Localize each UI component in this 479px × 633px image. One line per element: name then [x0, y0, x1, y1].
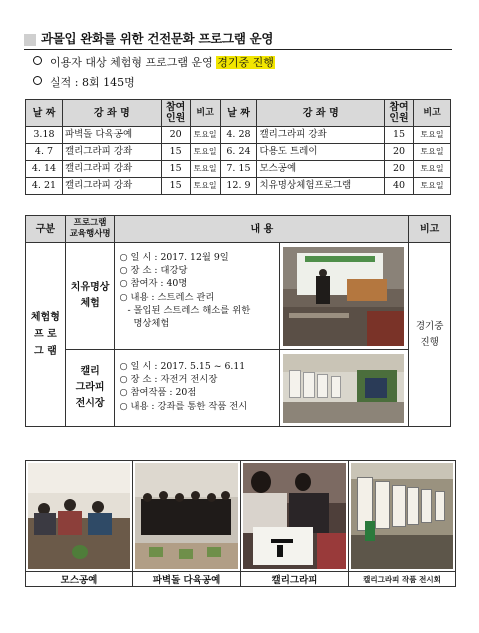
table-cell: 4. 21 [26, 178, 63, 195]
section-title [24, 31, 452, 50]
table-row [26, 127, 451, 144]
schedule-header-cell: 참여 인원 [161, 100, 190, 127]
program-details-meditation [115, 243, 280, 350]
photo-cell-brick [133, 461, 241, 572]
program-name-calligraphy [65, 350, 115, 427]
table-cell: 캘리그라피 강좌 [62, 178, 161, 195]
table-cell: 치유명상체험프로그램 [257, 178, 385, 195]
detail-line: ○ 참여자 : 40명 [119, 278, 188, 290]
schedule-header-cell: 비고 [190, 100, 220, 127]
table-cell: 6. 24 [220, 144, 257, 161]
table-cell: 4. 14 [26, 161, 63, 178]
photo-gallery [25, 460, 456, 587]
table-cell: 7. 15 [220, 161, 257, 178]
table-cell: 20 [385, 144, 414, 161]
category-text: 체험형 프 로 그 램 [30, 312, 60, 357]
schedule-header-row [26, 100, 451, 127]
table-cell: 다용도 트레이 [257, 144, 385, 161]
detail-line: ○ 내용 : 강좌를 통한 작품 전시 [119, 400, 248, 412]
table-cell: 4. 7 [26, 144, 63, 161]
meditation-photo-cell [280, 243, 409, 350]
photo-cell-calligraphy [241, 461, 349, 572]
exhibition-photo [283, 354, 404, 423]
detail-line: 명상체험 [133, 318, 170, 330]
detail-line: ○ 장 소 : 대강당 [119, 265, 188, 277]
status-highlight: 경기중 진행 [217, 56, 274, 69]
table-cell: 캘리그라피 강좌 [62, 161, 161, 178]
table-cell: 15 [161, 161, 190, 178]
caption-exhibition: 캘리그라피 작품 전시회 [349, 572, 456, 587]
header-program-text: 프로그램 교육행사명 [69, 218, 111, 239]
program-name-text: 캘리 그라피 전시장 [75, 366, 105, 409]
header-program [65, 216, 115, 243]
table-cell: 모스공예 [257, 161, 385, 178]
detail-line: ○ 장 소 : 자전거 전시장 [119, 374, 218, 386]
caption-calligraphy: 캘리그라피 [241, 572, 349, 587]
category-cell [26, 243, 66, 427]
table-cell: 토요일 [190, 144, 220, 161]
program-details-calligraphy [115, 350, 280, 427]
table-cell: 토요일 [190, 161, 220, 178]
table-cell: 12. 9 [220, 178, 257, 195]
table-row [26, 144, 451, 161]
table-cell: 15 [385, 127, 414, 144]
table-cell: 20 [385, 161, 414, 178]
table-cell: 파벽돌 다육공예 [62, 127, 161, 144]
bullet-operation [33, 56, 275, 70]
table-cell: 토요일 [414, 144, 451, 161]
table-cell: 4. 28 [220, 127, 257, 144]
schedule-table [25, 99, 451, 195]
caption-moss: 모스공예 [26, 572, 133, 587]
detail-line: ○ 내용 : 스트레스 관리 [119, 291, 215, 303]
photo-cell-exhibition [349, 461, 456, 572]
schedule-header-cell: 참여 인원 [385, 100, 414, 127]
table-cell: 토요일 [414, 161, 451, 178]
detail-line: - 몰입된 스트레스 해소를 위한 [127, 304, 251, 316]
circle-bullet-icon [33, 56, 42, 65]
circle-bullet-icon [33, 76, 42, 85]
caption-brick: 파벽돌 다육공예 [133, 572, 241, 587]
brick-succulent-photo [135, 463, 238, 569]
photo-cell-moss [26, 461, 133, 572]
table-cell: 캘리그라피 강좌 [62, 144, 161, 161]
meditation-photo [283, 247, 404, 346]
page-title: 과몰입 완화를 위한 건전문화 프로그램 운영 [41, 31, 274, 46]
table-cell: 15 [161, 144, 190, 161]
program-table [25, 215, 451, 427]
table-cell: 토요일 [414, 178, 451, 195]
program-name-text: 치유명상 체험 [70, 282, 110, 309]
schedule-header-cell: 날 짜 [220, 100, 257, 127]
header-content: 내 용 [115, 216, 409, 243]
table-cell: 캘리그라피 강좌 [257, 127, 385, 144]
moss-craft-photo [28, 463, 130, 569]
calligraphy-exhibition-photo [351, 463, 453, 569]
table-cell: 15 [161, 178, 190, 195]
calligraphy-photo [243, 463, 346, 569]
program-name-meditation [65, 243, 115, 350]
table-cell: 토요일 [190, 178, 220, 195]
table-row [26, 161, 451, 178]
table-cell: 토요일 [414, 127, 451, 144]
detail-line: ○ 참여작품 : 20점 [119, 387, 197, 399]
bullet-text: 실적 : 8회 145명 [50, 76, 135, 89]
header-category: 구분 [26, 216, 66, 243]
exhibition-photo-cell [280, 350, 409, 427]
title-square-icon [24, 34, 36, 46]
note-text: 경기중 진행 [415, 320, 444, 348]
detail-line: ○ 일 시 : 2017. 5.15 ~ 6.11 [119, 361, 246, 372]
table-cell: 3.18 [26, 127, 63, 144]
detail-line: ○ 일 시 : 2017. 12월 9일 [119, 252, 229, 263]
table-cell: 40 [385, 178, 414, 195]
schedule-header-cell: 강 좌 명 [257, 100, 385, 127]
schedule-header-cell: 비고 [414, 100, 451, 127]
table-row [26, 178, 451, 195]
bullet-text: 이용자 대상 체험형 프로그램 운영 [50, 56, 213, 69]
note-cell [409, 243, 451, 427]
table-cell: 20 [161, 127, 190, 144]
table-cell: 토요일 [190, 127, 220, 144]
schedule-header-cell: 강 좌 명 [62, 100, 161, 127]
bullet-results [33, 76, 135, 90]
header-note: 비고 [409, 216, 451, 243]
schedule-header-cell: 날 짜 [26, 100, 63, 127]
